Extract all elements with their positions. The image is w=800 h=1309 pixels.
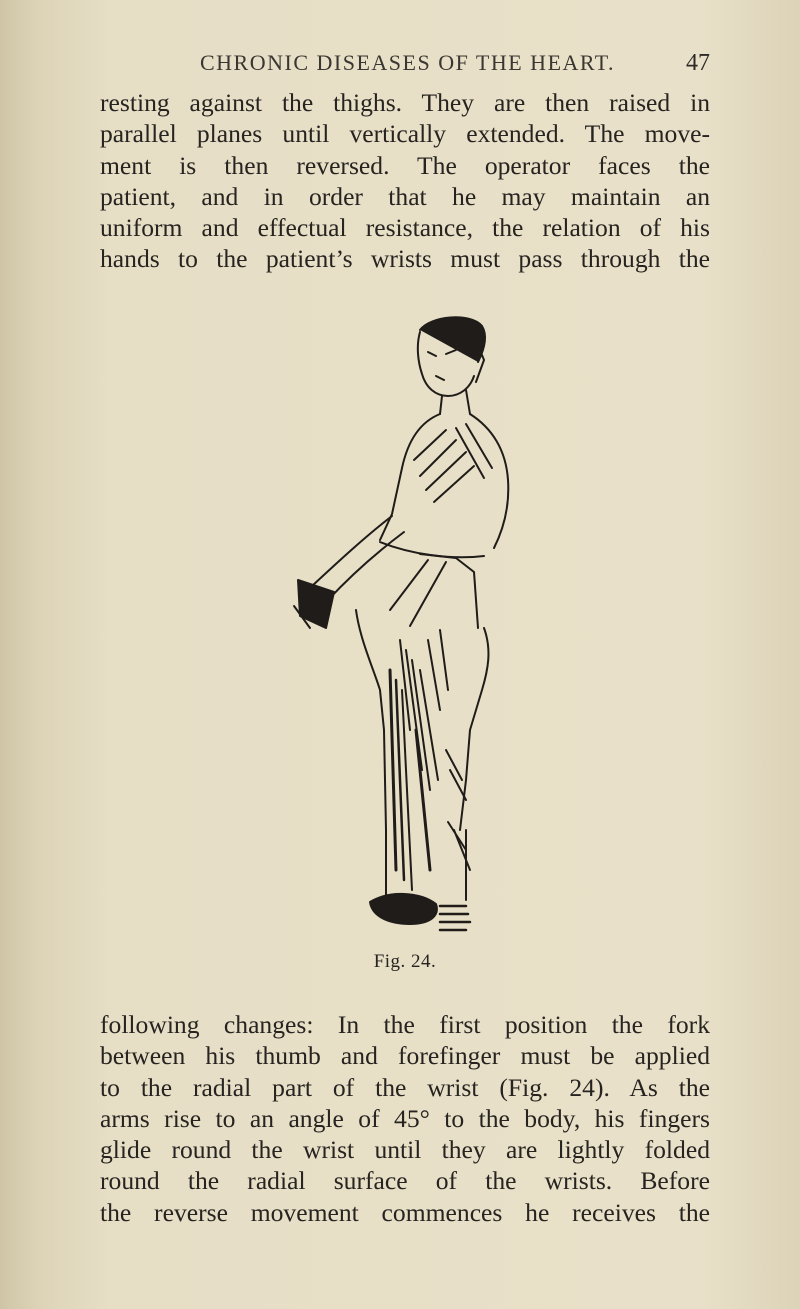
text-line: ment is then reversed. The operator faces the [100, 150, 710, 180]
figure-caption: Fig. 24. [373, 951, 437, 972]
running-title: CHRONIC DISEASES OF THE HEART. [200, 50, 616, 75]
text-line: round the radial surface of the wrists. Before [100, 1166, 710, 1196]
text-line: uniform and effectual resistance, the relation of his [100, 213, 710, 243]
text-line: patient, and in order that he may maintain an [100, 181, 710, 211]
text-line: parallel planes until vertically extended. The move- [100, 119, 710, 149]
text-line: following changes: In the first position the fork [100, 1010, 710, 1039]
page-number: 47 [686, 50, 710, 76]
figure-illustration [270, 310, 530, 940]
paragraph-bottom [100, 1009, 710, 1228]
text-line: between his thumb and forefinger must be applied [100, 1041, 710, 1071]
paragraph-top [100, 87, 710, 275]
text-line: glide round the wrist until they are lightly folded [100, 1135, 710, 1165]
text-line: to the radial part of the wrist (Fig. 24). As the [100, 1072, 710, 1102]
standing-figure-drawing [270, 310, 530, 940]
text-line: resting against the thighs. They are then raised in [100, 88, 710, 117]
text-line: arms rise to an angle of 45° to the body, his fingers [100, 1103, 710, 1133]
text-line: the reverse movement commences he receives the [100, 1197, 710, 1227]
text-line: hands to the patient’s wrists must pass through the [100, 244, 710, 274]
running-head [0, 50, 800, 80]
